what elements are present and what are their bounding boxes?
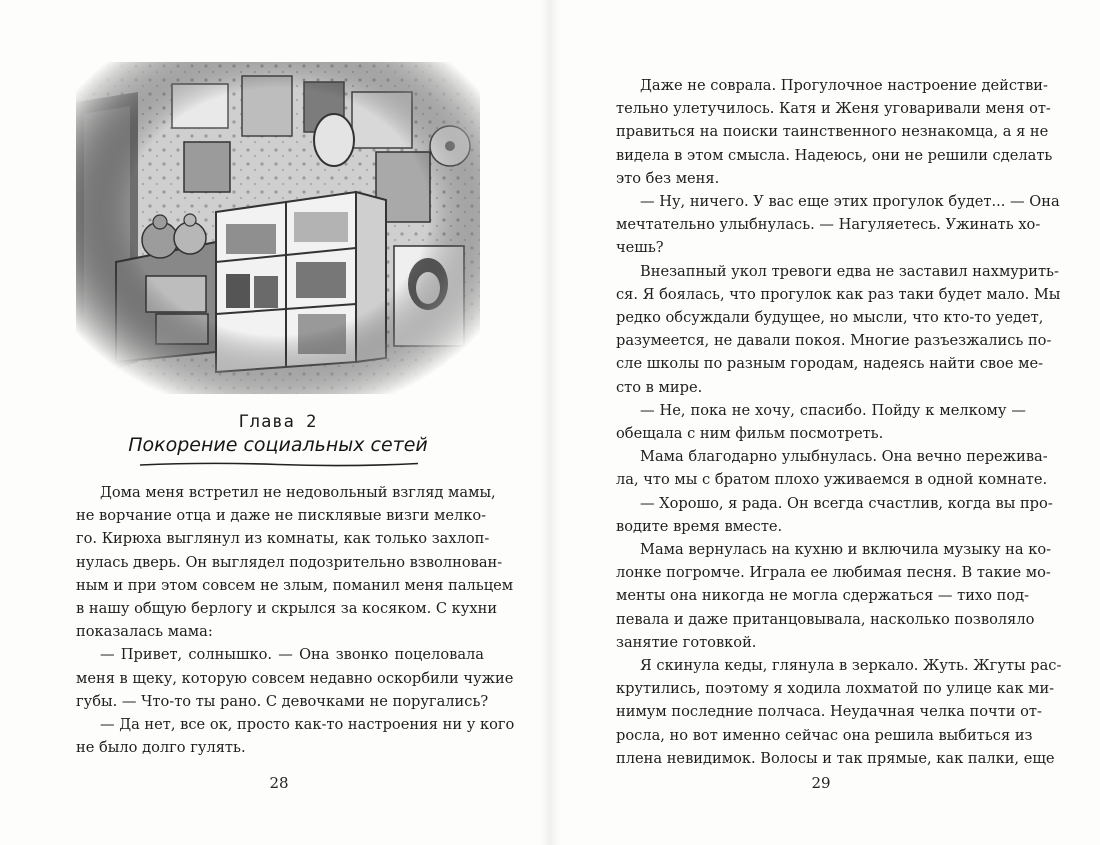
text-line: редко обсуждали будущее, но мысли, что кто-то уедет, bbox=[616, 309, 1044, 327]
text-line: Мама благодарно улыбнулась. Она вечно пережива- bbox=[640, 448, 1048, 466]
text-line: обещала с ним фильм посмотреть. bbox=[616, 425, 884, 443]
text-line: это без меня. bbox=[616, 169, 720, 187]
text-line: нулась дверь. Он выглядел подозрительно взволнован- bbox=[76, 553, 503, 571]
right-page-text bbox=[616, 74, 1062, 770]
text-line: сто в мире. bbox=[616, 378, 703, 396]
text-line: — Да нет, все ок, просто как-то настроения ни у кого bbox=[100, 716, 515, 734]
text-line: — Ну, ничего. У вас еще этих прогулок будет... — Она bbox=[640, 193, 1060, 211]
text-line: видела в этом смысла. Надеюсь, они не решили сделать bbox=[616, 146, 1053, 164]
text-line: Внезапный укол тревоги едва не заставил нахмурить- bbox=[640, 262, 1059, 280]
text-line: правиться на поиски таинственного незнакомца, а я не bbox=[616, 123, 1049, 141]
chapter-title: Покорение социальных сетей bbox=[128, 434, 428, 456]
text-line: занятие готовкой. bbox=[616, 633, 757, 651]
text-line: лонке погромче. Играла ее любимая песня. В такие мо- bbox=[616, 564, 1051, 582]
text-line: певала и даже пританцовывала, насколько позволяло bbox=[616, 610, 1035, 628]
text-line: не было долго гулять. bbox=[76, 739, 246, 757]
text-line: тельно улетучилось. Катя и Женя уговаривали меня от- bbox=[616, 100, 1051, 118]
text-line: ным и при этом совсем не злым, поманил меня пальцем bbox=[76, 576, 514, 594]
text-line: го. Кирюха выглянул из комнаты, как только захлоп- bbox=[76, 530, 490, 548]
text-line: менты она никогда не могла сдержаться — тихо под- bbox=[616, 587, 1030, 605]
page-number-left: 28 bbox=[269, 774, 289, 792]
text-line: разумеется, не давали покоя. Многие разъезжались по- bbox=[616, 332, 1052, 350]
text-line: Я скинула кеды, глянула в зеркало. Жуть. Жгуты рас- bbox=[640, 657, 1062, 675]
text-line: — Привет, солнышко. — Она звонко поцеловала bbox=[100, 646, 484, 664]
text-line: Дома меня встретил не недовольный взгляд мамы, bbox=[100, 484, 496, 501]
text-line: ся. Я боялась, что прогулок как раз таки будет мало. Мы bbox=[616, 285, 1061, 303]
chapter-title-underline bbox=[138, 460, 420, 468]
page-number-right: 29 bbox=[811, 774, 831, 792]
text-line: росла, но вот именно сейчас она решила выбиться из bbox=[616, 726, 1033, 744]
text-line: Даже не соврала. Прогулочное настроение действи- bbox=[640, 77, 1048, 94]
text-line: мечтательно улыбнулась. — Нагуляетесь. Ужинать хо- bbox=[616, 216, 1041, 234]
text-line: меня в щеку, которую совсем недавно оскорбили чужие bbox=[76, 669, 514, 687]
text-line: — Не, пока не хочу, спасибо. Пойду к мелкому — bbox=[640, 401, 1026, 419]
right-page bbox=[550, 0, 1100, 845]
chapter-illustration bbox=[76, 62, 480, 394]
text-line: — Хорошо, я рада. Он всегда счастлив, когда вы про- bbox=[640, 494, 1053, 512]
text-line: плена невидимок. Волосы и так прямые, как палки, еще bbox=[616, 749, 1055, 767]
text-line: ла, что мы с братом плохо уживаемся в одной комнате. bbox=[616, 471, 1048, 489]
text-line: крутились, поэтому я ходила лохматой по улице как ми- bbox=[616, 680, 1055, 698]
text-line: в нашу общую берлогу и скрылся за косяком. С кухни bbox=[76, 600, 498, 618]
text-line: нимум последние полчаса. Неудачная челка почти от- bbox=[616, 703, 1042, 721]
text-line: водите время вместе. bbox=[616, 517, 783, 535]
chapter-number: Глава 2 bbox=[238, 412, 318, 432]
left-page-text bbox=[76, 481, 515, 759]
text-line: показалась мама: bbox=[76, 623, 213, 641]
text-line: не ворчание отца и даже не писклявые визги мелко- bbox=[76, 507, 487, 525]
text-line: чешь? bbox=[616, 239, 664, 257]
text-line: Мама вернулась на кухню и включила музыку на ко- bbox=[640, 541, 1052, 559]
text-line: сле школы по разным городам, надеясь найти свое ме- bbox=[616, 355, 1044, 373]
text-line: губы. — Что-то ты рано. С девочками не поругались? bbox=[76, 692, 489, 710]
